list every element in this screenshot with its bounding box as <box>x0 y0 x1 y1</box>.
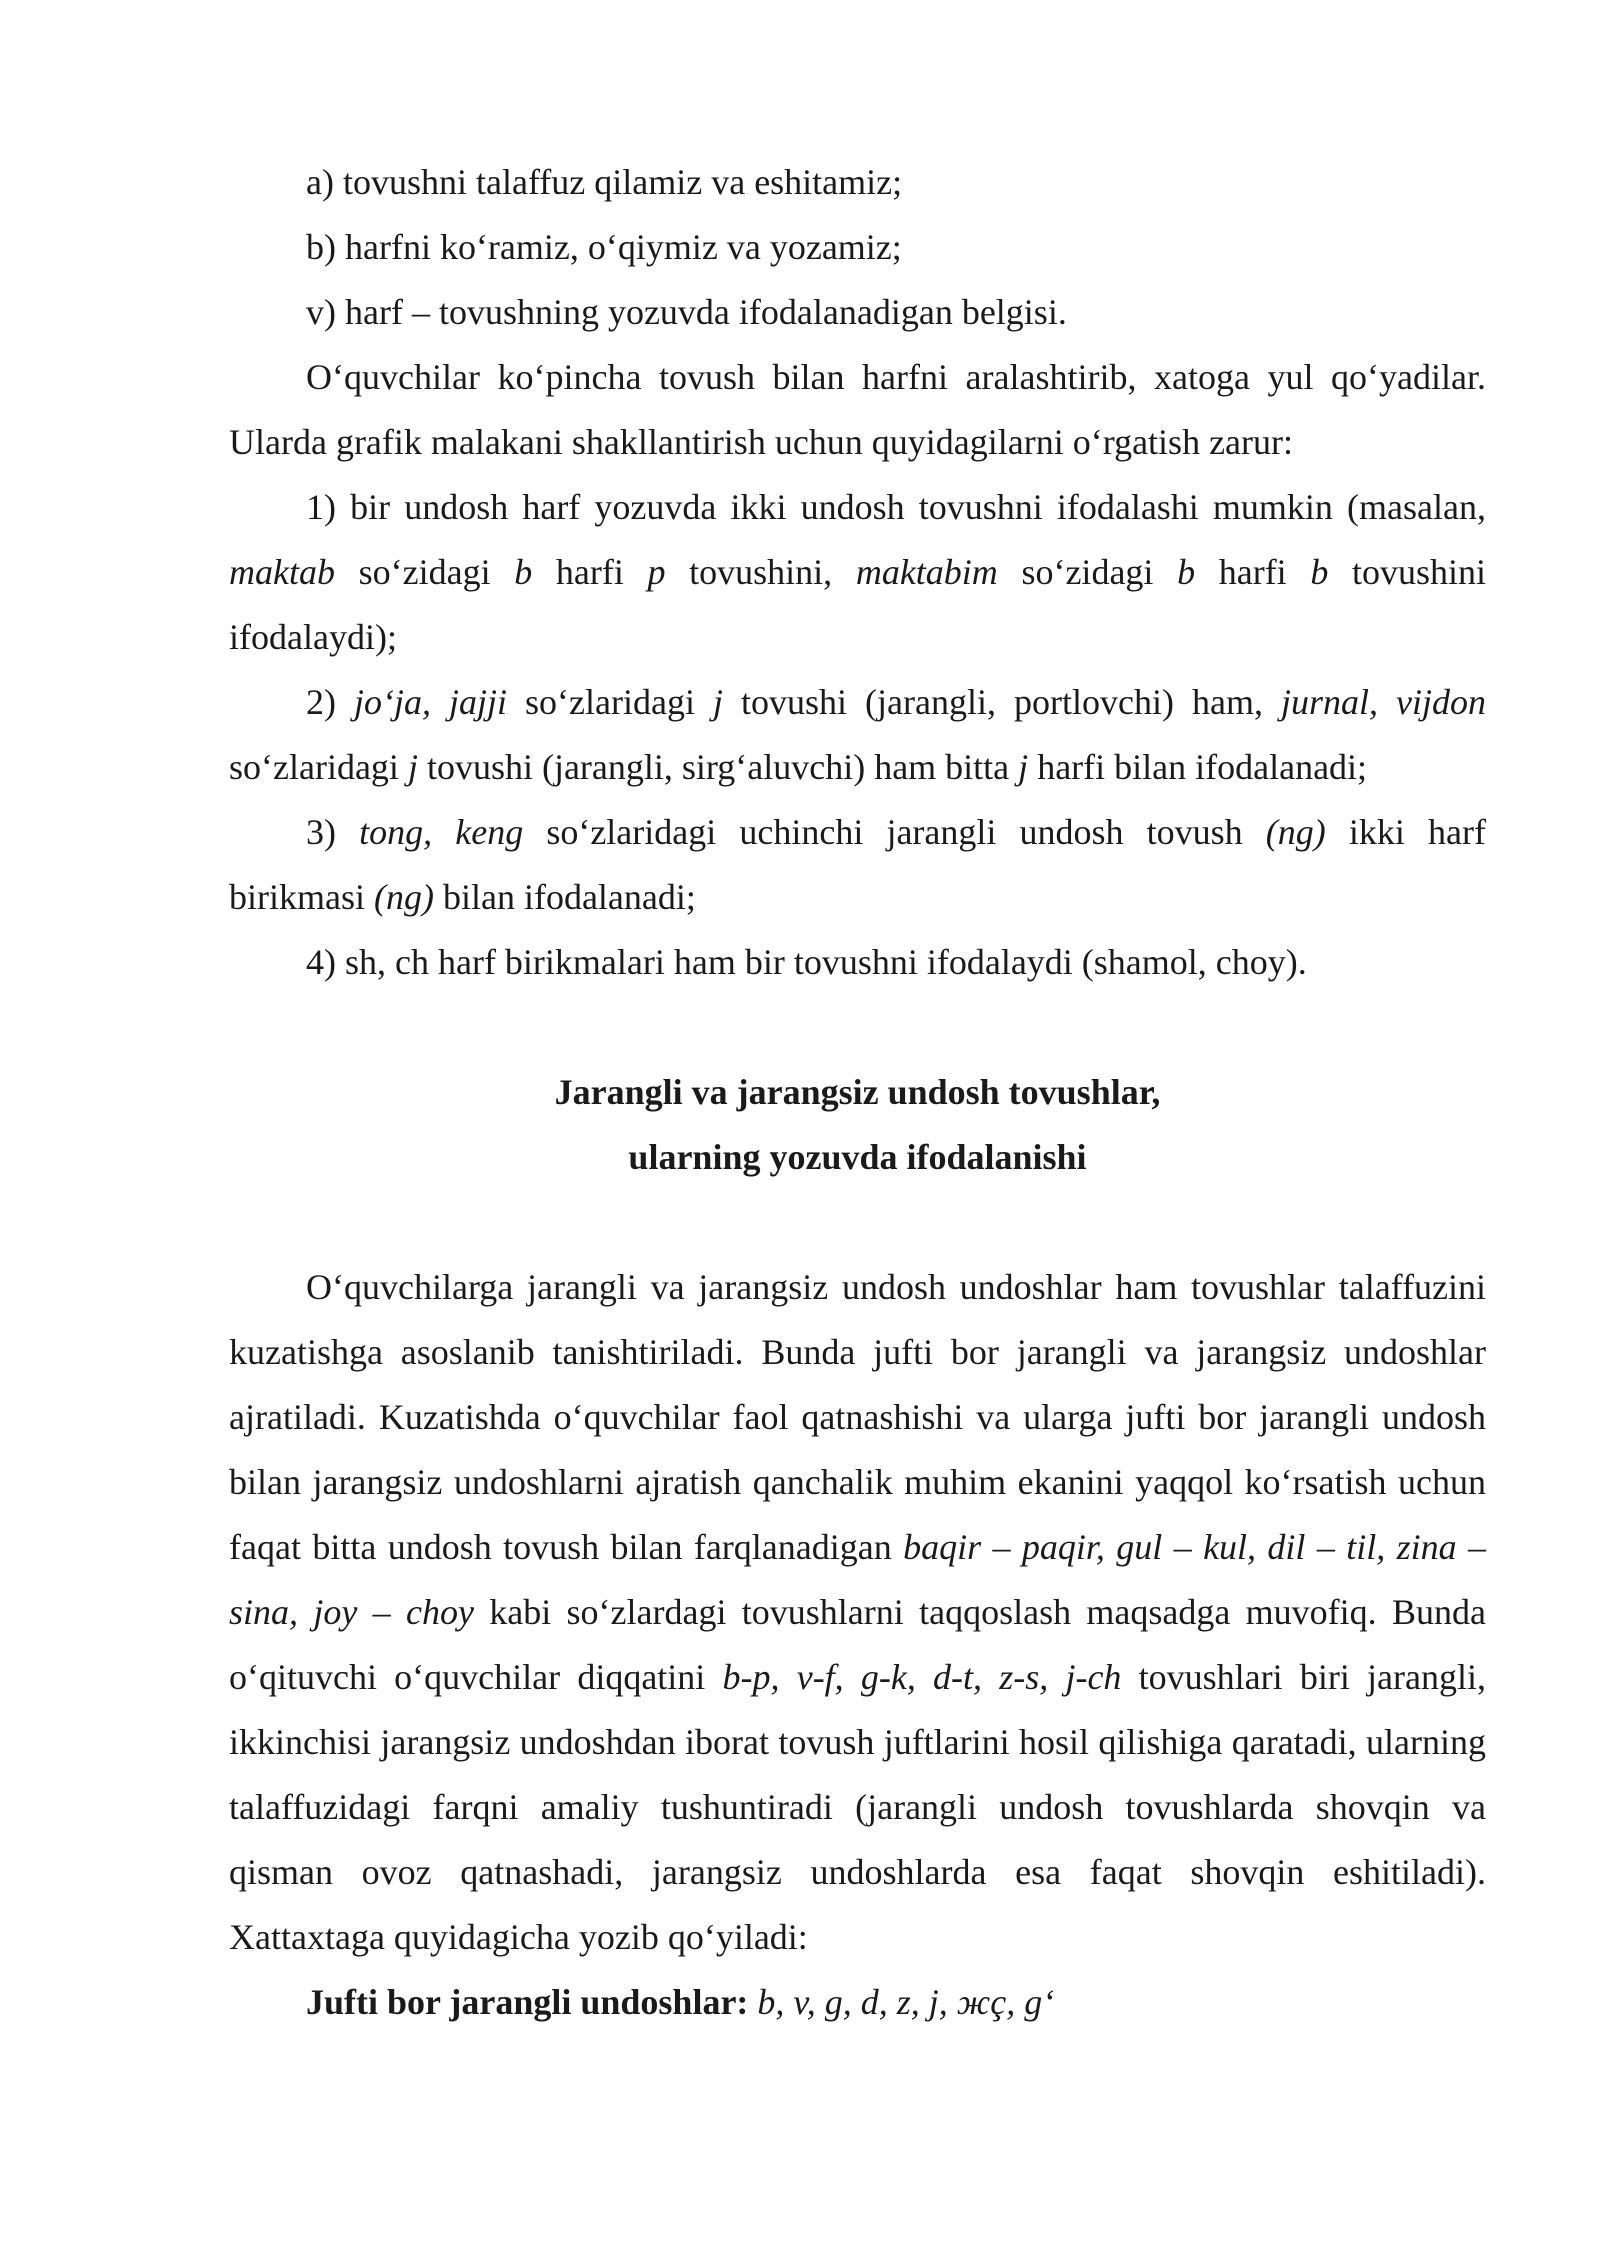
rule-item-4: 4) sh, ch harf birikmalari ham bir tovushni ifodalaydi (shamol, choy). <box>306 942 1307 982</box>
text-run: tovushi (jarangli, portlovchi) ham, <box>723 682 1281 722</box>
voiced-consonants-line <box>229 1970 1486 2035</box>
example-letter: p <box>647 552 666 592</box>
rule-item-1 <box>229 475 1486 670</box>
example-letter: j <box>1018 747 1029 787</box>
list-item-b: b) harfni ko‘ramiz, o‘qiymiz va yozamiz; <box>306 227 902 267</box>
example-letter: b <box>514 552 533 592</box>
example-word: jurnal, vijdon <box>1280 682 1486 722</box>
intro-paragraph: O‘quvchilar ko‘pincha tovush bilan harfni aralashtirib, xatoga yul qo‘yadilar. Ularda grafik malakani shakllantirish uchun quyidagilarni o‘rgatish zarur: <box>229 357 1486 462</box>
text-run: 1) bir undosh harf yozuvda ikki undosh tovushni ifodalashi mumkin (masalan, <box>306 487 1486 527</box>
text-run: tovushini ifodalaydi); <box>229 552 1487 657</box>
document-page <box>229 150 1486 2035</box>
example-letter: j <box>713 682 724 722</box>
text-run: so‘zlaridagi <box>229 747 408 787</box>
example-letter: b <box>1310 552 1329 592</box>
text-run: ikki harf birikmasi <box>229 812 1486 917</box>
example-word: maktabim <box>855 552 998 592</box>
text-run: harfi <box>532 552 648 592</box>
text-run: so‘zlaridagi <box>507 682 713 722</box>
text-run: tovushlari biri jarangli, ikkinchisi jarangsiz undoshdan iborat tovush juftlarini hosil qilishiga qaratadi, ularning talaffuzidagi farqni amaliy tushuntiradi (jarangli undosh tovushlarda shovqin va qisman ovoz qatnashadi, jarangsiz undoshlarda esa faqat shovqin eshitiladi). Xattaxtaga quyidagicha yozib qo‘yiladi: <box>229 1657 1486 1957</box>
example-word: maktab <box>229 552 335 592</box>
voiced-consonants-label: Jufti bor jarangli undoshlar: <box>306 1982 749 2022</box>
text-run: tovushi (jarangli, sirg‘aluvchi) ham bitta <box>417 747 1019 787</box>
example-sound-pairs: b-p, v-f, g-k, d-t, z-s, j-ch <box>722 1657 1122 1697</box>
example-digraph: (ng) <box>373 877 434 917</box>
text-run: 2) <box>306 682 355 722</box>
example-word: tong, keng <box>359 812 524 852</box>
list-item-v: v) harf – tovushning yozuvda ifodalanadigan belgisi. <box>306 292 1067 332</box>
section-heading <box>229 1060 1486 1190</box>
text-run: 3) <box>306 812 360 852</box>
example-word: jo‘ja, jajji <box>354 682 508 722</box>
text-run: so‘zidagi <box>997 552 1178 592</box>
example-digraph: (ng) <box>1265 812 1326 852</box>
text-run: O‘quvchilarga jarangli va jarangsiz undosh undoshlar ham tovushlar talaffuzini kuzatishga asoslanib tanishtiriladi. Bunda jufti bor jarangli va jarangsiz undoshlar ajratiladi. Kuzatishda o‘quvchilar faol qatnashishi va ularga jufti bor jarangli undosh bilan jarangsiz undoshlarni ajratish qanchalik muhim ekanini yaqqol ko‘rsatish uchun faqat bitta undosh tovush bilan farqlanadigan <box>229 1267 1486 1567</box>
text-run: harfi bilan ifodalanadi; <box>1028 747 1368 787</box>
rule-item-3 <box>229 800 1486 930</box>
example-letter: b <box>1177 552 1196 592</box>
body-paragraph <box>229 1255 1486 1970</box>
text-run: bilan ifodalanadi; <box>433 877 696 917</box>
rule-item-2 <box>229 670 1486 800</box>
text-run: tovushini, <box>665 552 856 592</box>
text-run: so‘zidagi <box>334 552 515 592</box>
voiced-consonants-letters: b, v, g, d, z, j, жç, g‘ <box>748 1982 1055 2022</box>
text-run: harfi <box>1195 552 1311 592</box>
list-item-a: a) tovushni talaffuz qilamiz va eshitamiz; <box>306 162 903 202</box>
section-heading-line-2: ularning yozuvda ifodalanishi <box>628 1137 1087 1177</box>
text-run: so‘zlaridagi uchinchi jarangli undosh tovush <box>523 812 1266 852</box>
example-letter: j <box>407 747 418 787</box>
example-word-pairs: baqir – paqir, gul – kul, dil – til, zina – sina, joy – choy <box>229 1527 1486 1632</box>
section-heading-line-1: Jarangli va jarangsiz undosh tovushlar, <box>554 1072 1161 1112</box>
text-run: kabi so‘zlardagi tovushlarni taqqoslash maqsadga muvofiq. Bunda o‘qituvchi o‘quvchilar diqqatini <box>229 1592 1486 1697</box>
